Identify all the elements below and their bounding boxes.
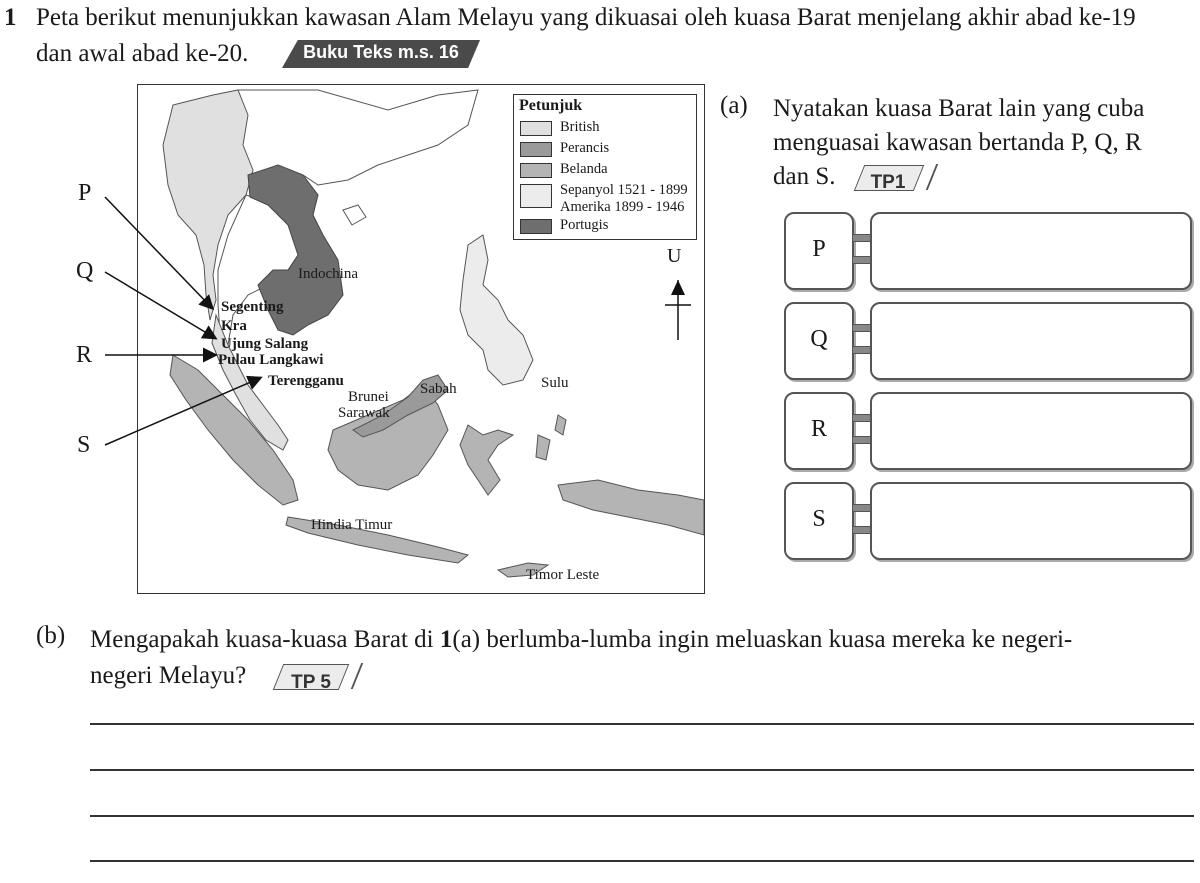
legend-title: Petunjuk — [519, 97, 583, 114]
answer-box-p[interactable] — [870, 212, 1192, 290]
answer-line-4[interactable] — [90, 860, 1194, 862]
part-b-text-pre: Mengapakah kuasa-kuasa Barat di — [90, 626, 440, 653]
part-b-text-post: (a) berlumba-lumba ingin meluaskan kuasa mereka ke negeri- — [452, 626, 1073, 653]
answer-box-s[interactable] — [870, 482, 1192, 560]
part-b-label: (b) — [36, 622, 66, 649]
part-a-label: (a) — [720, 92, 748, 119]
arrow-q — [105, 272, 215, 338]
label-sarawak: Sarawak — [338, 405, 390, 421]
part-a-question — [773, 92, 1193, 194]
label-sulu: Sulu — [541, 375, 569, 391]
marker-q: Q — [76, 258, 94, 284]
answer-label-p: P — [784, 212, 854, 290]
map-legend: Petunjuk British Perancis Belanda Sepanyol 1521 - 1899 Amerika 1899 - 1946 Portugis — [513, 94, 697, 240]
question-stem-line2: dan awal abad ke-20. — [36, 40, 249, 67]
marker-p: P — [78, 180, 92, 206]
part-a-line3: dan S. — [773, 163, 836, 190]
tp1-tag — [851, 164, 937, 193]
part-b-question — [90, 622, 1194, 694]
label-indochina: Indochina — [298, 266, 358, 282]
part-a-line2: menguasai kawasan bertanda P, Q, R — [773, 129, 1142, 156]
part-b-line2: negeri Melayu? — [90, 662, 247, 689]
textbook-reference-text: Buku Teks m.s. 16 — [303, 42, 459, 62]
label-sabah: Sabah — [420, 381, 457, 397]
label-terengganu: Terengganu — [268, 373, 344, 389]
label-brunei: Brunei — [348, 389, 389, 405]
north-label: U — [667, 245, 682, 267]
label-pulau-langkawi: Pulau Langkawi — [218, 352, 324, 368]
tp5-tag — [268, 663, 362, 693]
question-number: 1 — [4, 4, 17, 31]
answer-label-r: R — [784, 392, 854, 470]
answer-line-2[interactable] — [90, 769, 1194, 771]
answer-box-r[interactable] — [870, 392, 1192, 470]
tp1-label: TP1 — [870, 172, 906, 193]
tp5-label: TP 5 — [291, 672, 331, 693]
marker-s: S — [77, 432, 91, 458]
label-segenting: Segenting — [221, 299, 284, 315]
answer-label-q: Q — [784, 302, 854, 380]
part-a-line1: Nyatakan kuasa Barat lain yang cuba — [773, 95, 1145, 122]
label-timor-leste: Timor Leste — [526, 567, 600, 583]
answer-label-s: S — [784, 482, 854, 560]
label-ujung-salang: Ujung Salang — [221, 336, 309, 352]
answer-line-3[interactable] — [90, 815, 1194, 817]
answer-box-q[interactable] — [870, 302, 1192, 380]
arrow-s — [105, 378, 260, 445]
label-hindia-timur: Hindia Timur — [311, 517, 393, 533]
part-b-text-ref: 1 — [439, 626, 453, 653]
arrow-p — [105, 197, 212, 308]
marker-r: R — [76, 342, 93, 368]
answer-line-1[interactable] — [90, 723, 1194, 725]
label-kra: Kra — [221, 318, 247, 334]
question-stem-line1: Peta berikut menunjukkan kawasan Alam Melayu yang dikuasai oleh kuasa Barat menjelang akhir abad ke-19 — [36, 4, 1136, 31]
